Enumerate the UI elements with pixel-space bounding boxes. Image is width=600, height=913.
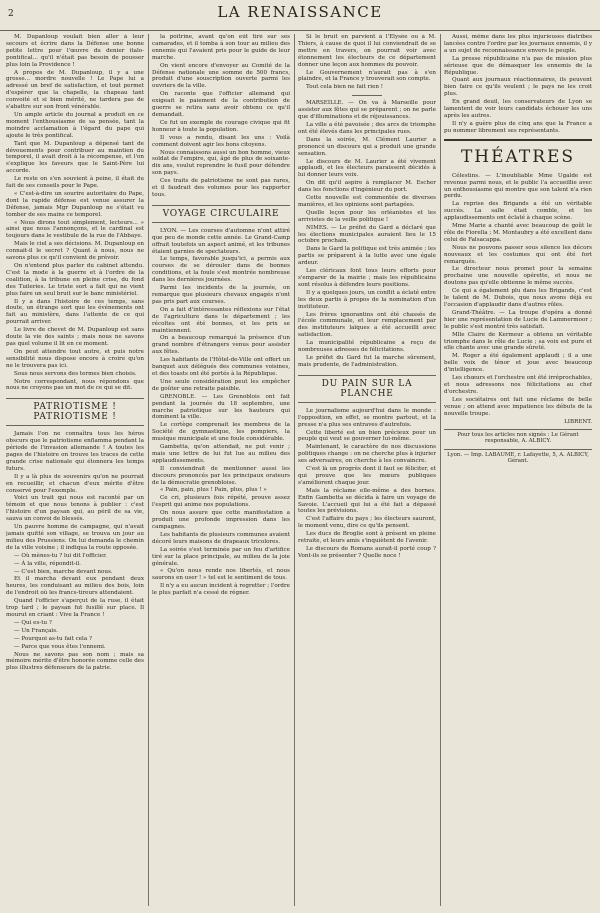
paragraph: MARSEILLE. — On va à Marseille pour assister aux fêtes qui se préparent ; on ne parle que d'illuminations et de réjouissances. xyxy=(298,100,436,121)
paragraph: Le livre de chevet de M. Dupanloup est sans doute la vie des saints ; mais nous ne savons pas quel volume il lit en ce moment. xyxy=(6,327,144,347)
article-body xyxy=(444,34,592,135)
paragraph: — Pourquoi as-tu fait cela ? xyxy=(14,635,92,642)
paragraph: Quand l'officier s'aperçut de la ruse, il était trop tard ; le paysan fut fusillé sur place. Il mourut en criant : Vive la France ! xyxy=(6,598,144,618)
paragraph: NIMES. — Le préfet du Gard a déclaré que les élections municipales auraient lieu le 15 octobre prochain. xyxy=(298,224,436,245)
paragraph: Le cortège comprenait les membres de la Société de gymnastique, les pompiers, la musique municipale et une foule considérable. xyxy=(152,422,290,443)
paragraph: Il y a quelques jours, un conflit a éclaté entre les deux partis à propos de la nomination d'un instituteur. xyxy=(298,289,436,310)
column-2 xyxy=(152,34,290,906)
article-body xyxy=(444,173,592,418)
paragraph: Mlle Claire de Kermeur a obtenu un véritable triomphe dans le rôle de Lucie ; sa voix est pure et elle chante avec une grande sûreté. xyxy=(444,331,592,352)
paragraph: On n'entend plus parler du cabinet attendu. C'est la mode à la guerre et à l'ordre de la coalition, à la tribune en pleine crise, du fond des Tuileries. Le triste sort a fait qui ne vient plus faire un seul bruit sur le banc ministériel. xyxy=(6,263,144,297)
paragraph: Les habitants de l'Hôtel-de-Ville ont offert un banquet aux délégués des communes voisines, et des toasts ont été portés à la République. xyxy=(152,357,290,377)
paragraph: On a beaucoup remarqué la présence d'un grand nombre d'étrangers venus pour assister aux fêtes. xyxy=(152,335,290,356)
paragraph: M. Roger a été également applaudi ; il a une belle voix de ténor et joue avec beaucoup d'intelligence. xyxy=(444,353,592,374)
paragraph: C'est l'affaire du pays ; les électeurs sauront, le moment venu, dire ce qu'ils pensent. xyxy=(298,516,436,530)
paragraph: Il y a là plus de souvenirs qu'on ne pourrait en recueillir, et chacun d'eux mérite d'être conservé pour l'exemple. xyxy=(6,473,144,494)
paragraph: Sous nous servons des termes bien choisis. xyxy=(14,370,137,377)
paragraph: Ce fut un exemple de courage civique qui fit honneur à toute la population. xyxy=(152,119,290,133)
page-number: 2 xyxy=(8,9,14,19)
gerant-note: Pour tous les articles non signés : Le Gérant responsable, A. ALBICY. xyxy=(444,429,592,445)
column-divider xyxy=(294,34,295,906)
article-body xyxy=(152,228,290,597)
paragraph: Un ample article du journal a produit en ce moment l'enthousiasme de sa pensée, tant la moindre acclamation à l'égard du pape qui ajoute le très pontifical. xyxy=(6,111,144,139)
paragraph: Les frères ignorantins ont été chassés de l'école communale, et leur remplacement par des instituteurs laïques a été accueilli avec satisfaction. xyxy=(298,311,436,339)
paragraph: Le temps, favorable jusqu'ici, a permis aux courses de se dérouler dans de bonnes conditions, et la foule s'est montrée nombreuse dans les dernières journées. xyxy=(152,256,290,284)
paragraph: Il n'y a guère plus de cinq ans que la France a pu nommer librement ses représentants. xyxy=(444,120,592,134)
newspaper-title: LA RENAISSANCE xyxy=(217,3,383,21)
paragraph: Les habitants de plusieurs communes avaient décoré leurs maisons de drapeaux tricolores. xyxy=(152,531,290,545)
paragraph: Un pauvre homme de campagne, qui n'avait jamais quitté son village, se trouva un jour au milieu des Prussiens. On lui demanda le chemin de la ville voisine ; il indiqua la route opposée. xyxy=(6,524,144,551)
paragraph: On vient encore d'envoyer au Comité de la Défense nationale une somme de 500 francs, produit d'une souscription ouverte parmi les ouvriers de la ville. xyxy=(152,62,290,90)
paragraph: Tout cela bien ne fait rien ! xyxy=(306,84,384,91)
paragraph: Nous ne savons pas son nom ; mais sa mémoire mérite d'être honorée comme celle des plus illustres défenseurs de la patrie. xyxy=(6,651,144,672)
paragraph: Le directeur nous promet pour la semaine prochaine une nouvelle opérette, et nous ne doutons pas qu'elle obtienne le même succès. xyxy=(444,266,592,287)
paragraph: En grand deuil, les conservateurs de Lyon se lamentent de voir leurs candidats échouer les uns après les autres. xyxy=(444,99,592,119)
section-title: DU PAIN SUR LA PLANCHE xyxy=(298,375,436,403)
separator xyxy=(352,95,382,96)
paragraph: Le discours de Romans aurait-il porté coup ? Vont-ils se présenter ? Quelle noce ! xyxy=(298,546,436,559)
paragraph: A propos de M. Dupanloup, il y a une grosse... mordre nouvelle ! Le Pape lui a adressé un bref de satisfaction, et tout permet d'espérer que la chapelle, la chapeau tant convoité et si bien mérité, ne tardera pas de s'abattre sur son front vénérable. xyxy=(6,69,144,111)
column-3 xyxy=(298,34,436,906)
paragraph: Et il marcha devant eux pendant deux heures, les conduisant au milieu des bois, loin de l'endroit où les francs-tireurs attendaient. xyxy=(6,576,144,597)
paragraph: Ce cri, plusieurs fois répété, prouve assez l'esprit qui anime nos populations. xyxy=(152,495,290,509)
paragraph: « Pain, pain, plus ! Pain, plus, plus ! » xyxy=(160,487,267,494)
paragraph: Notre correspondant, nous répondons que nous ne croyons pas un mot de ce qui se dit. xyxy=(6,378,144,392)
paragraph: Il vous a rendu, disant les uns : Voilà comment doivent agir les bons citoyens. xyxy=(152,134,290,148)
paragraph: — C'est bien, marche devant nous. xyxy=(14,568,113,575)
paragraph: Gambetta, qu'on attendait, ne put venir ; mais une lettre de lui fut lue au milieu des applaudissements. xyxy=(152,444,290,464)
paragraph: La ville a été pavoisée ; des arcs de triomphe ont été élevés dans les principales rues. xyxy=(298,121,436,135)
paragraph: Voici un trait qui nous est raconté par un témoin et que nous tenons à publier : c'est l'histoire d'un paysan qui, au péril de sa vie, sauva un convoi de blessés. xyxy=(6,495,144,523)
paragraph: LYON. — Les courses d'automne n'ont attiré que peu de monde cette année. Le Grand-Camp offrait toutefois un aspect animé, et les tribunes étaient garnies de spectateurs. xyxy=(152,227,290,255)
section-title: PATRIOTISME ! PATRIOTISME ! xyxy=(6,398,144,426)
paragraph: Il y a dans l'histoire de ces temps, sans doute, un étrange sort que les événements ont fait au ministère, dans l'attente de ce qui pourrait arriver. xyxy=(6,298,144,326)
paragraph: Grand-Théâtre. — La troupe d'opéra a donné hier une représentation de Lucie de Lammermoor ; le public s'est montré très satisfait. xyxy=(444,309,592,330)
paragraph: Quant aux journaux réactionnaires, ils peuvent bien faire ce qu'ils veulent ; le pays ne les croit plus. xyxy=(444,77,592,98)
paragraph: La presse républicaine n'a pas de mission plus sérieuse que de démasquer les ennemis de la République. xyxy=(444,55,592,76)
paragraph: Quelle leçon pour les orléanistes et les arrivistes de la veille politique ! xyxy=(298,209,436,223)
column-4 xyxy=(444,34,592,906)
article-body xyxy=(152,34,290,199)
paragraph: Il n'y a eu aucun incident à regretter ; l'ordre le plus parfait n'a cessé de régner. xyxy=(152,583,290,597)
paragraph: Cette nouvelle est commentée de diverses manières, et les opinions sont partagées. xyxy=(298,195,436,208)
paragraph: Ce qui a également plu dans les Brigands, c'est le talent de M. Dubois, que nous avons déjà eu l'occasion d'applaudir dans d'autres rôles. xyxy=(444,288,592,308)
paragraph: Les sociétaires ont fait une réclame de belle venue ; on attend avec impatience les débuts de la nouvelle troupe. xyxy=(444,396,592,417)
paragraph: — Un Français. xyxy=(14,627,58,634)
paragraph: On dit qu'il aspire à remplacer M. Escher dans les fonctions d'ingénieur du port. xyxy=(298,180,436,194)
paragraph: — À la ville, répondit-il. xyxy=(14,560,81,567)
paragraph: Célestins. — L'inoubliable Mme Ugalde est revenue parmi nous, et le public l'a accueillie avec un enthousiasme qui montre que son talent n'a rien perdu. xyxy=(444,172,592,200)
paragraph: Les cléricaux font tous leurs efforts pour s'emparer de la mairie ; mais les républicains sont résolus à défendre leurs positions. xyxy=(298,268,436,288)
paragraph: « Qu'on nous rende nos libertés, et nous saurons en user ! » tel est le sentiment de tous. xyxy=(152,568,290,582)
paragraph: On peut attendre tout autre, et puis notre sensibilité nous dispose encore à croire qu'on ne le trouvera pas ici. xyxy=(6,348,144,369)
paragraph: — Qui es-tu ? xyxy=(14,619,52,626)
paragraph: « Nous dirons tout simplement, lecteurs... » ainsi que nous l'annonçons, et le cardinal est toujours dans le vestibule de la rue de l'Abbaye. xyxy=(6,219,144,240)
paragraph: Les ducs de Broglie sont à présent en pleine retraite, et leurs amis s'inquiètent de l'avenir. xyxy=(298,531,436,545)
column-divider xyxy=(440,34,441,906)
masthead xyxy=(0,0,600,31)
article-body xyxy=(6,34,144,392)
paragraph: Aussi, même dans les plus injurieuses diatribes lancées contre l'ordre par les journaux ennemis, il y a un sujet de reconnaissance envers le peuple. xyxy=(444,34,592,54)
paragraph: Dans le Gard la politique est très animée ; les partis se préparent à la lutte avec une égale ardeur. xyxy=(298,246,436,267)
article-body xyxy=(6,431,144,672)
paragraph: Une seule considération peut les empêcher de goûter une retraite paisible. xyxy=(152,378,290,392)
paragraph: « C'est-à-dire un sourire autoritaire du Pape, dont la rapide défense est venue assurer la Défense, jamais Mgr Dupanloup ne s'était vu tomber de ses mains ce temporel. xyxy=(6,190,144,218)
article-body xyxy=(298,34,436,91)
paragraph: Tant que M. Dupanloup a dépensé tant de dévouements pour contribuer au maintien du temporel, il avait droit à la récompense, et l'on s'explique les faveurs que le Saint-Père lui accorde. xyxy=(6,140,144,175)
paragraph: On a fait d'intéressantes réflexions sur l'état de l'agriculture dans le département ; les récoltes ont été bonnes, et les prix se maintiennent. xyxy=(152,306,290,334)
paragraph: Les chœurs et l'orchestre ont été irréprochables, et nous adressons nos félicitations au chef d'orchestre. xyxy=(444,375,592,395)
paragraph: Cette liberté est un bien précieux pour un peuple qui veut se gouverner lui-même. xyxy=(298,429,436,443)
paragraph: Mme Marie a chanté avec beaucoup de goût le rôle de Fiorella ; M. Montaubry a été excellent dans celui de Falsacappa. xyxy=(444,223,592,243)
paragraph: C'est là un progrès dont il faut se féliciter, et qui prouve que les mœurs publiques s'améliorent chaque jour. xyxy=(298,466,436,486)
column-1 xyxy=(6,34,144,906)
article-body xyxy=(298,100,436,369)
paragraph: La soirée s'est terminée par un feu d'artifice tiré sur la place principale, au milieu de la joie générale. xyxy=(152,546,290,567)
article-body xyxy=(298,408,436,560)
paragraph: Nous ne pouvons passer sous silence les décors nouveaux et les costumes qui ont été fort remarqués. xyxy=(444,244,592,265)
paragraph: Nous connaissons aussi un bon homme, vieux soldat de l'empire, qui, âgé de plus de soixante-dix ans, voulut reprendre le fusil pour défendre son pays. xyxy=(152,149,290,177)
paragraph: GRENOBLE. — Les Grenoblois ont fait pendant la journée du 18 septembre, une marche patriotique sur les hauteurs qui dominent la ville. xyxy=(152,393,290,421)
theatres-heading: THÉATRES xyxy=(444,139,592,167)
paragraph: la poitrine, avant qu'on eût tiré sur ses camarades, et il tomba à son tour au milieu des ennemis qui l'avaient pris pour le guide de leur marche. xyxy=(152,34,290,61)
paragraph: Le Gouvernement n'aurait pas à s'en plaindre, et la France y trouverait son compte. xyxy=(298,69,436,83)
paragraph: — Où mènes-tu ? lui dit l'officier. xyxy=(14,552,107,559)
paragraph: Mais le ciel a ses décisions. M. Dupanloup en connait-il le secret ? Quant à nous, nous ne savons plus ce qu'il convient de prévoir. xyxy=(6,241,144,262)
paragraph: On raconte que l'officier allemand qui exigeait le paiement de la contribution de guerre se retira sans avoir obtenu ce qu'il demandait. xyxy=(152,91,290,118)
paragraph: Le discours de M. Laurier a été vivement applaudi, et les électeurs paraissent décidés à lui donner leurs voix. xyxy=(298,158,436,179)
paragraph: Ces traits de patriotisme ne sont pas rares, et il faudrait des volumes pour les rapporter tous. xyxy=(152,178,290,198)
paragraph: Jamais l'on ne connaîtra tous les héros obscurs que le patriotisme enflamma pendant la période de l'invasion allemande ! A toutes les pages de l'histoire on trouve les traces de cette grande crise nationale qui étonnera les temps futurs. xyxy=(6,431,144,472)
paragraph: Le journalisme aujourd'hui dans le monde : l'opposition, en effet, se montre partout, et la presse n'a plus ses entraves d'autrefois. xyxy=(298,407,436,428)
paragraph: La reprise des Brigands a été un véritable succès. La salle était comble, et les applaudissements ont éclaté à chaque scène. xyxy=(444,201,592,222)
paragraph: M. Dupanloup voulait bien aller à leur secours et écrire dans la Défense une bonne petite lettre pour l'œuvre du denier italo-pontifical... qu'il n'était pas besoin de pousser plus loin la Providence ! xyxy=(6,34,144,68)
paragraph: Maintenant, le caractère de nos discussions politiques change : on ne cherche plus à injurier ses adversaires, on cherche à les convaincre. xyxy=(298,444,436,465)
signature: LIBRENT. xyxy=(564,418,592,425)
paragraph: Dans la soirée, M. Clément Laurier a prononcé un discours qui a produit une grande sensation. xyxy=(298,136,436,157)
paragraph: On nous assure que cette manifestation a produit une profonde impression dans les campagnes. xyxy=(152,510,290,530)
paragraph: Mais la réclame elle-même a des bornes. Enfin Gambetta se décida à faire un voyage de Savoie. L'accueil qui lui a été fait a dépassé toutes les prévisions. xyxy=(298,487,436,515)
section-title: VOYAGE CIRCULAIRE xyxy=(152,205,290,223)
paragraph: Le reste on s'en souvient à peine, il était du fait de ses conseils pour le Pape. xyxy=(6,176,144,190)
column-divider xyxy=(148,34,149,906)
paragraph: Il conviendrait de mentionner aussi les discours prononcés par les principaux orateurs de la démocratie grenobloise. xyxy=(152,465,290,486)
printer-imprint: Lyon. — Imp. LABAUME, r. Lafayette, 5, A. ALBICY, Gérant. xyxy=(444,449,592,465)
paragraph: Si le bruit en parvient à l'Élysée ou à M. Thiers, à cause de quoi il lui conviendrait de se mettre en travers, on pourrait voir avec étonnement les électeurs de ce département donner une leçon aux hommes du pouvoir. xyxy=(298,34,436,68)
paragraph: La municipalité républicaine a reçu de nombreuses adresses de félicitations. xyxy=(298,340,436,354)
paragraph: — Parce que vous êtes l'ennemi. xyxy=(14,643,106,650)
paragraph: Le préfet du Gard fut la marche sûrement, mais prudente, de l'administration. xyxy=(298,354,436,368)
paragraph: Parmi les incidents de la journée, on remarque que plusieurs chevaux engagés n'ont pas pris part aux courses. xyxy=(152,285,290,305)
